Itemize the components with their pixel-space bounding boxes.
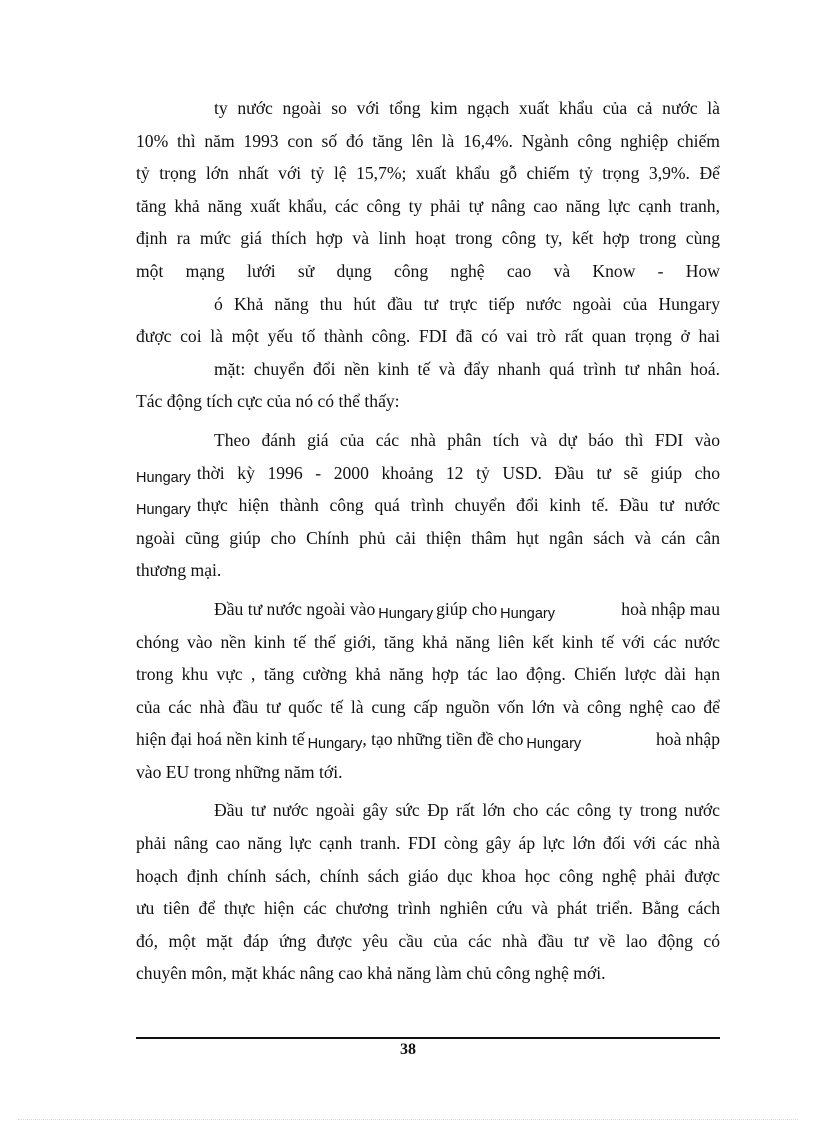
text-segment: Đầu tư nước ngoài vào: [214, 598, 376, 619]
text-line: chuyên môn, mặt khác nâng cao khả năng làm chủ công nghệ mới.: [136, 963, 606, 984]
text-segment: hoà nhập mau: [621, 598, 720, 619]
text-line: được coi là một yếu tố thành công. FDI đã có vai trò rất quan trọng ở hai: [136, 326, 720, 347]
country-name: Hungary: [307, 736, 363, 753]
text-line: vào EU trong những năm tới.: [136, 761, 343, 782]
text-segment: , tạo những tiền đề cho: [362, 729, 524, 750]
text-line: thương mại.: [136, 560, 222, 581]
text-segment: thực hiện thành công quá trình chuyển đổi kinh tế. Đầu tư nước: [196, 495, 720, 516]
text-line: một mạng lưới sử dụng công nghệ cao và Know - How: [136, 260, 720, 281]
text-line: hoạch định chính sách, chính sách giáo dục khoa học công nghệ phải được: [136, 865, 720, 886]
country-name: Hungary: [526, 736, 582, 753]
text-line: ty nước ngoài so với tổng kim ngạch xuất khẩu của cả nước là: [214, 98, 720, 118]
country-name: Hungary: [378, 605, 434, 622]
text-line: trong khu vực , tăng cường khả năng hợp tác lao động. Chiến lược dài hạn: [136, 664, 720, 685]
page-number: 38: [400, 1041, 416, 1058]
text-line: đó, một mặt đáp ứng được yêu cầu của các nhà đầu tư về lao động có: [136, 930, 720, 951]
text-line: [136, 593, 720, 626]
page-edge-divider: [18, 1119, 798, 1120]
text-line: [136, 723, 720, 756]
text-line: Đầu tư nước ngoài gây sức Ðp rất lớn cho các công ty trong nước: [214, 800, 720, 821]
text-line: tỷ trọng lớn nhất với tỷ lệ 15,7%; xuất khẩu gỗ chiếm tỷ trọng 3,9%. Để: [136, 163, 720, 184]
country-name: Hungary: [136, 469, 191, 486]
text-line: của các nhà đầu tư quốc tế là cung cấp nguồn vốn lớn và công nghệ cao để: [136, 696, 720, 717]
text-line: mặt: chuyển đổi nền kinh tế và đẩy nhanh quá trình tư nhân hoá.: [214, 358, 720, 379]
text-line: Theo đánh giá của các nhà phân tích và dự báo thì FDI vào: [214, 429, 720, 450]
country-name: Hungary: [136, 502, 191, 519]
text-line: 10% thì năm 1993 con số đó tăng lên là 16,4%. Ngành công nghiệp chiếm: [136, 130, 720, 151]
text-line: tăng khả năng xuất khẩu, các công ty phải tự nâng cao năng lực cạnh tranh,: [136, 195, 720, 216]
text-line: ó Khả năng thu hút đầu tư trực tiếp nước ngoài của Hungary: [214, 293, 720, 314]
text-segment: giúp cho: [436, 598, 498, 619]
text-line: chóng vào nền kinh tế thế giới, tăng khả năng liên kết kinh tế với các nước: [136, 631, 720, 652]
body-text: [136, 92, 720, 990]
text-line: [136, 457, 720, 490]
text-line: [136, 489, 720, 522]
text-line: ưu tiên để thực hiện các chương trình nghiên cứu và phát triển. Bằng cách: [136, 898, 720, 919]
text-segment: hoà nhập: [655, 729, 720, 750]
text-line: phải nâng cao năng lực cạnh tranh. FDI còng gây áp lực lớn đối với các nhà: [136, 833, 720, 854]
text-segment: thời kỳ 1996 - 2000 khoảng 12 tỷ USD. Đầu tư sẽ giúp cho: [196, 462, 720, 483]
text-line: định ra mức giá thích hợp và linh hoạt trong công ty, kết hợp trong cùng: [136, 228, 720, 249]
text-line: ngoài cũng giúp cho Chính phủ cải thiện thâm hụt ngân sách và cán cân: [136, 527, 720, 548]
text-segment: hiện đại hoá nền kinh tế: [136, 729, 305, 750]
text-line: Tác động tích cực của nó có thể thấy:: [136, 391, 400, 412]
country-name: Hungary: [500, 605, 555, 622]
